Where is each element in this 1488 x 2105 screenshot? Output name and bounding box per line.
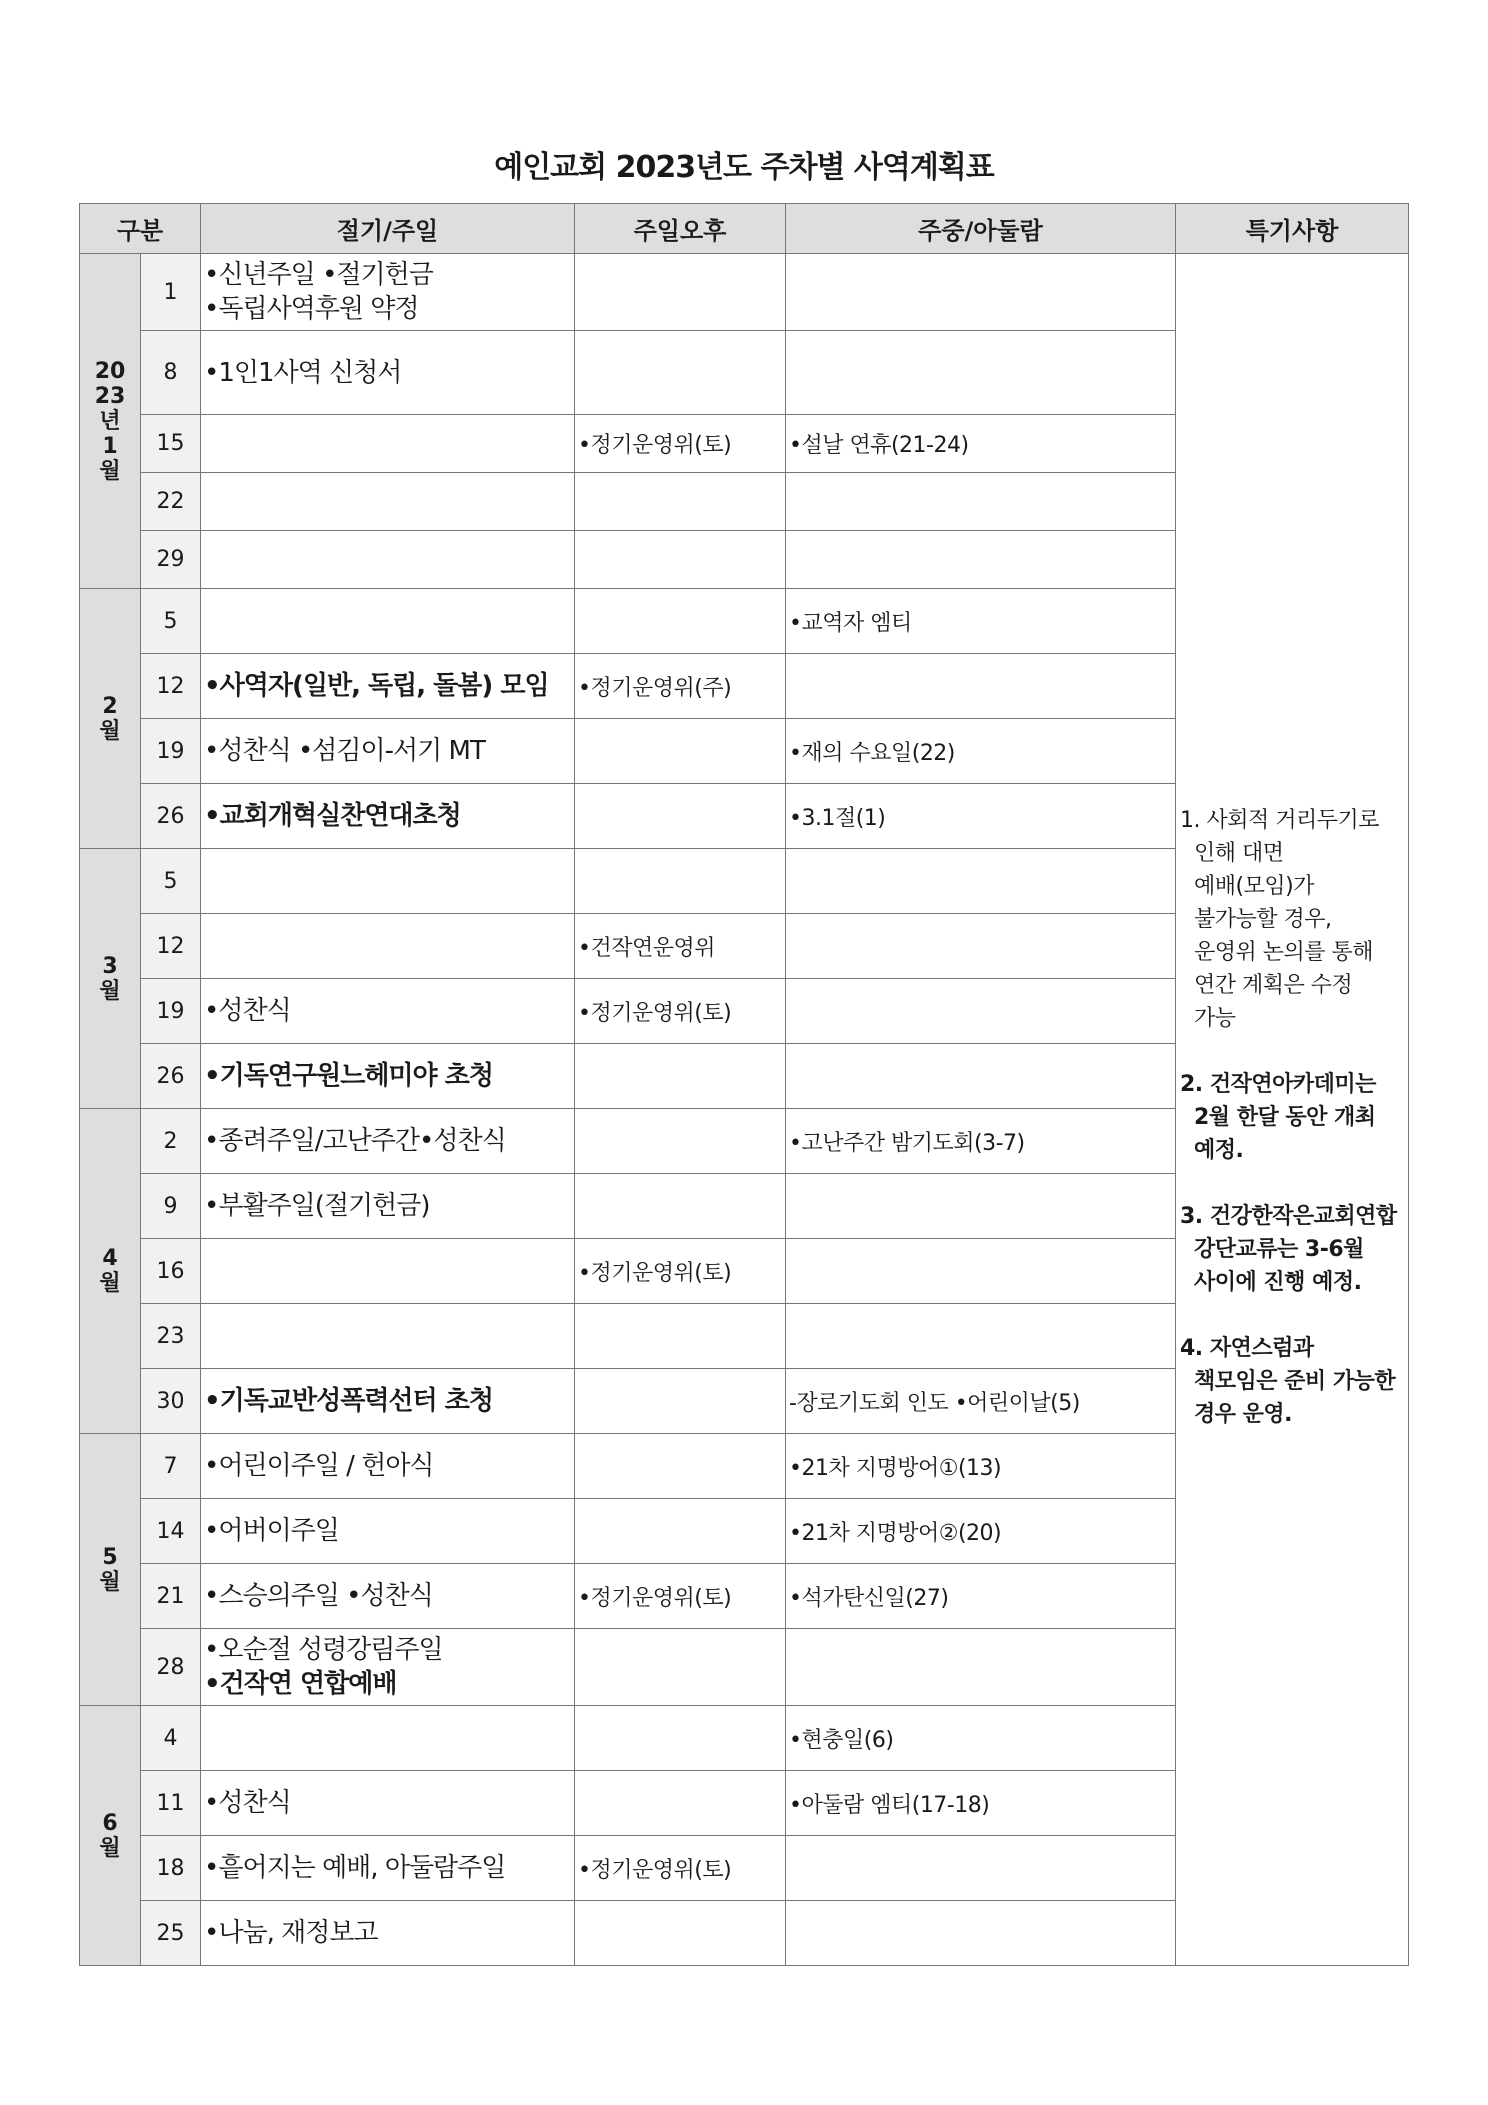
afternoon-cell: [575, 331, 786, 415]
week-date: 9: [141, 1174, 201, 1239]
month-label: 6 월: [80, 1706, 141, 1966]
header-category: 구분: [80, 204, 201, 254]
note-item: [1180, 1068, 1404, 1167]
weekday-cell: [786, 1901, 1176, 1966]
month-label: 20 23 년 1 월: [80, 254, 141, 589]
week-date: 21: [141, 1564, 201, 1629]
note-line: 책모임은 준비 가능한: [1194, 1369, 1396, 1394]
season-cell: [201, 254, 575, 331]
season-cell: [201, 784, 575, 849]
month-label: 2 월: [80, 589, 141, 849]
note-line: 사이에 진행 예정.: [1194, 1270, 1362, 1295]
schedule-table: [79, 203, 1409, 1966]
note-item: [1180, 1332, 1404, 1431]
week-date: 1: [141, 254, 201, 331]
week-date: 7: [141, 1434, 201, 1499]
season-cell: [201, 1629, 575, 1706]
note-line: 인해 대면: [1194, 841, 1284, 866]
season-item: •독립사역후원 약정: [204, 294, 419, 324]
afternoon-cell: [575, 1771, 786, 1836]
weekday-cell: •재의 수요일(22): [786, 719, 1176, 784]
month-label: 5 월: [80, 1434, 141, 1706]
week-date: 22: [141, 473, 201, 531]
weekday-cell: •고난주간 밤기도회(3-7): [786, 1109, 1176, 1174]
week-date: 19: [141, 719, 201, 784]
season-cell: [201, 1174, 575, 1239]
season-item: •어버이주일: [204, 1516, 339, 1546]
weekday-cell: [786, 531, 1176, 589]
weekday-cell: -장로기도회 인도 •어린이날(5): [786, 1369, 1176, 1434]
week-date: 23: [141, 1304, 201, 1369]
season-item: •어린이주일 / 헌아식: [204, 1451, 434, 1481]
season-item: •건작연 연합예배: [204, 1669, 397, 1699]
afternoon-cell: [575, 1434, 786, 1499]
weekday-cell: [786, 914, 1176, 979]
week-date: 8: [141, 331, 201, 415]
afternoon-cell: [575, 1499, 786, 1564]
season-cell: [201, 1836, 575, 1901]
weekday-cell: [786, 849, 1176, 914]
week-date: 18: [141, 1836, 201, 1901]
week-date: 28: [141, 1629, 201, 1706]
weekday-cell: [786, 473, 1176, 531]
header-sunday-afternoon: 주일오후: [575, 204, 786, 254]
afternoon-cell: [575, 1629, 786, 1706]
afternoon-cell: •정기운영위(주): [575, 654, 786, 719]
season-item: •성찬식: [204, 996, 291, 1026]
season-cell: [201, 719, 575, 784]
afternoon-cell: [575, 1304, 786, 1369]
week-date: 30: [141, 1369, 201, 1434]
afternoon-cell: •정기운영위(토): [575, 1836, 786, 1901]
note-line: 경우 운영.: [1194, 1402, 1293, 1427]
note-item: [1180, 1200, 1404, 1299]
note-line: 불가능할 경우,: [1194, 907, 1332, 932]
week-date: 25: [141, 1901, 201, 1966]
season-cell: [201, 654, 575, 719]
season-item: •기독교반성폭력선터 초청: [204, 1386, 493, 1416]
afternoon-cell: [575, 1174, 786, 1239]
season-item: •사역자(일반, 독립, 돌봄) 모임: [204, 671, 549, 701]
weekday-cell: [786, 1174, 1176, 1239]
afternoon-cell: [575, 1369, 786, 1434]
afternoon-cell: •정기운영위(토): [575, 1239, 786, 1304]
afternoon-cell: [575, 589, 786, 654]
season-cell: [201, 1109, 575, 1174]
weekday-cell: •석가탄신일(27): [786, 1564, 1176, 1629]
week-date: 14: [141, 1499, 201, 1564]
week-date: 4: [141, 1706, 201, 1771]
weekday-cell: [786, 654, 1176, 719]
weekday-cell: •21차 지명방어②(20): [786, 1499, 1176, 1564]
note-lead: 4. 자연스럼과: [1180, 1336, 1314, 1361]
weekday-cell: [786, 254, 1176, 331]
season-cell: [201, 914, 575, 979]
week-date: 26: [141, 784, 201, 849]
season-cell: [201, 1369, 575, 1434]
week-date: 26: [141, 1044, 201, 1109]
season-item: •부활주일(절기헌금): [204, 1191, 430, 1221]
note-lead: 2. 건작연아카데미는: [1180, 1072, 1376, 1097]
weekday-cell: [786, 1239, 1176, 1304]
season-cell: [201, 1304, 575, 1369]
note-line: 연간 계획은 수정: [1194, 973, 1353, 998]
season-item: •나눔, 재정보고: [204, 1918, 378, 1948]
season-item: •교회개혁실찬연대초청: [204, 801, 461, 831]
afternoon-cell: •정기운영위(토): [575, 415, 786, 473]
weekday-cell: [786, 331, 1176, 415]
week-date: 2: [141, 1109, 201, 1174]
weekday-cell: [786, 1044, 1176, 1109]
afternoon-cell: [575, 254, 786, 331]
season-item: •종려주일/고난주간•성찬식: [204, 1126, 506, 1156]
afternoon-cell: [575, 531, 786, 589]
schedule-body: [80, 254, 1409, 1966]
weekday-cell: [786, 979, 1176, 1044]
note-line: 예배(모임)가: [1194, 874, 1314, 899]
afternoon-cell: [575, 1706, 786, 1771]
header-weekday: 주중/아둘람: [786, 204, 1176, 254]
season-cell: [201, 849, 575, 914]
week-date: 12: [141, 654, 201, 719]
season-cell: [201, 531, 575, 589]
afternoon-cell: [575, 784, 786, 849]
header-notes: 특기사항: [1176, 204, 1409, 254]
note-lead: 3. 건강한작은교회연합: [1180, 1204, 1397, 1229]
season-item: •성찬식 •섬김이-서기 MT: [204, 736, 485, 766]
note-line: 2월 한달 동안 개최: [1194, 1105, 1376, 1130]
month-label: 3 월: [80, 849, 141, 1109]
note-item: [1180, 804, 1404, 1035]
afternoon-cell: •건작연운영위: [575, 914, 786, 979]
week-date: 19: [141, 979, 201, 1044]
header-row: [80, 204, 1409, 254]
season-item: •흩어지는 예배, 아둘람주일: [204, 1853, 506, 1883]
season-item: •기독연구원느헤미야 초청: [204, 1061, 493, 1091]
season-cell: [201, 1901, 575, 1966]
season-cell: [201, 1434, 575, 1499]
week-date: 29: [141, 531, 201, 589]
weekday-cell: •설날 연휴(21-24): [786, 415, 1176, 473]
document-title: 예인교회 2023년도 주차별 사역계획표: [494, 150, 994, 185]
weekday-cell: •21차 지명방어①(13): [786, 1434, 1176, 1499]
week-date: 5: [141, 849, 201, 914]
weekday-cell: •3.1절(1): [786, 784, 1176, 849]
weekday-cell: •교역자 엠티: [786, 589, 1176, 654]
season-cell: [201, 1239, 575, 1304]
season-cell: [201, 1771, 575, 1836]
week-date: 16: [141, 1239, 201, 1304]
month-label: 4 월: [80, 1109, 141, 1434]
afternoon-cell: [575, 719, 786, 784]
season-item: •신년주일 •절기헌금: [204, 260, 433, 290]
week-date: 11: [141, 1771, 201, 1836]
afternoon-cell: [575, 1901, 786, 1966]
weekday-cell: [786, 1629, 1176, 1706]
season-item: •1인1사역 신청서: [204, 357, 402, 388]
week-date: 15: [141, 415, 201, 473]
afternoon-cell: •정기운영위(토): [575, 979, 786, 1044]
season-cell: [201, 589, 575, 654]
notes-cell: [1176, 254, 1409, 1966]
week-date: 12: [141, 914, 201, 979]
season-cell: [201, 1044, 575, 1109]
weekday-cell: [786, 1304, 1176, 1369]
season-cell: [201, 1499, 575, 1564]
weekday-cell: •아둘람 엠티(17-18): [786, 1771, 1176, 1836]
season-cell: [201, 979, 575, 1044]
note-line: 운영위 논의를 통해: [1194, 940, 1374, 965]
note-lead: 1. 사회적 거리두기로: [1180, 808, 1379, 833]
season-cell: [201, 473, 575, 531]
afternoon-cell: [575, 1044, 786, 1109]
afternoon-cell: •정기운영위(토): [575, 1564, 786, 1629]
season-cell: [201, 415, 575, 473]
season-item: •성찬식: [204, 1788, 291, 1818]
note-line: 예정.: [1194, 1138, 1244, 1163]
note-line: 강단교류는 3-6월: [1194, 1237, 1364, 1262]
season-cell: [201, 331, 575, 415]
season-cell: [201, 1564, 575, 1629]
note-line: 가능: [1194, 1006, 1236, 1031]
header-season: 절기/주일: [201, 204, 575, 254]
season-item: •스승의주일 •성찬식: [204, 1581, 433, 1611]
season-item: •오순절 성령강림주일: [204, 1635, 443, 1665]
season-cell: [201, 1706, 575, 1771]
week-date: 5: [141, 589, 201, 654]
weekday-cell: •현충일(6): [786, 1706, 1176, 1771]
weekday-cell: [786, 1836, 1176, 1901]
afternoon-cell: [575, 473, 786, 531]
table-row: [80, 254, 1409, 331]
afternoon-cell: [575, 849, 786, 914]
afternoon-cell: [575, 1109, 786, 1174]
